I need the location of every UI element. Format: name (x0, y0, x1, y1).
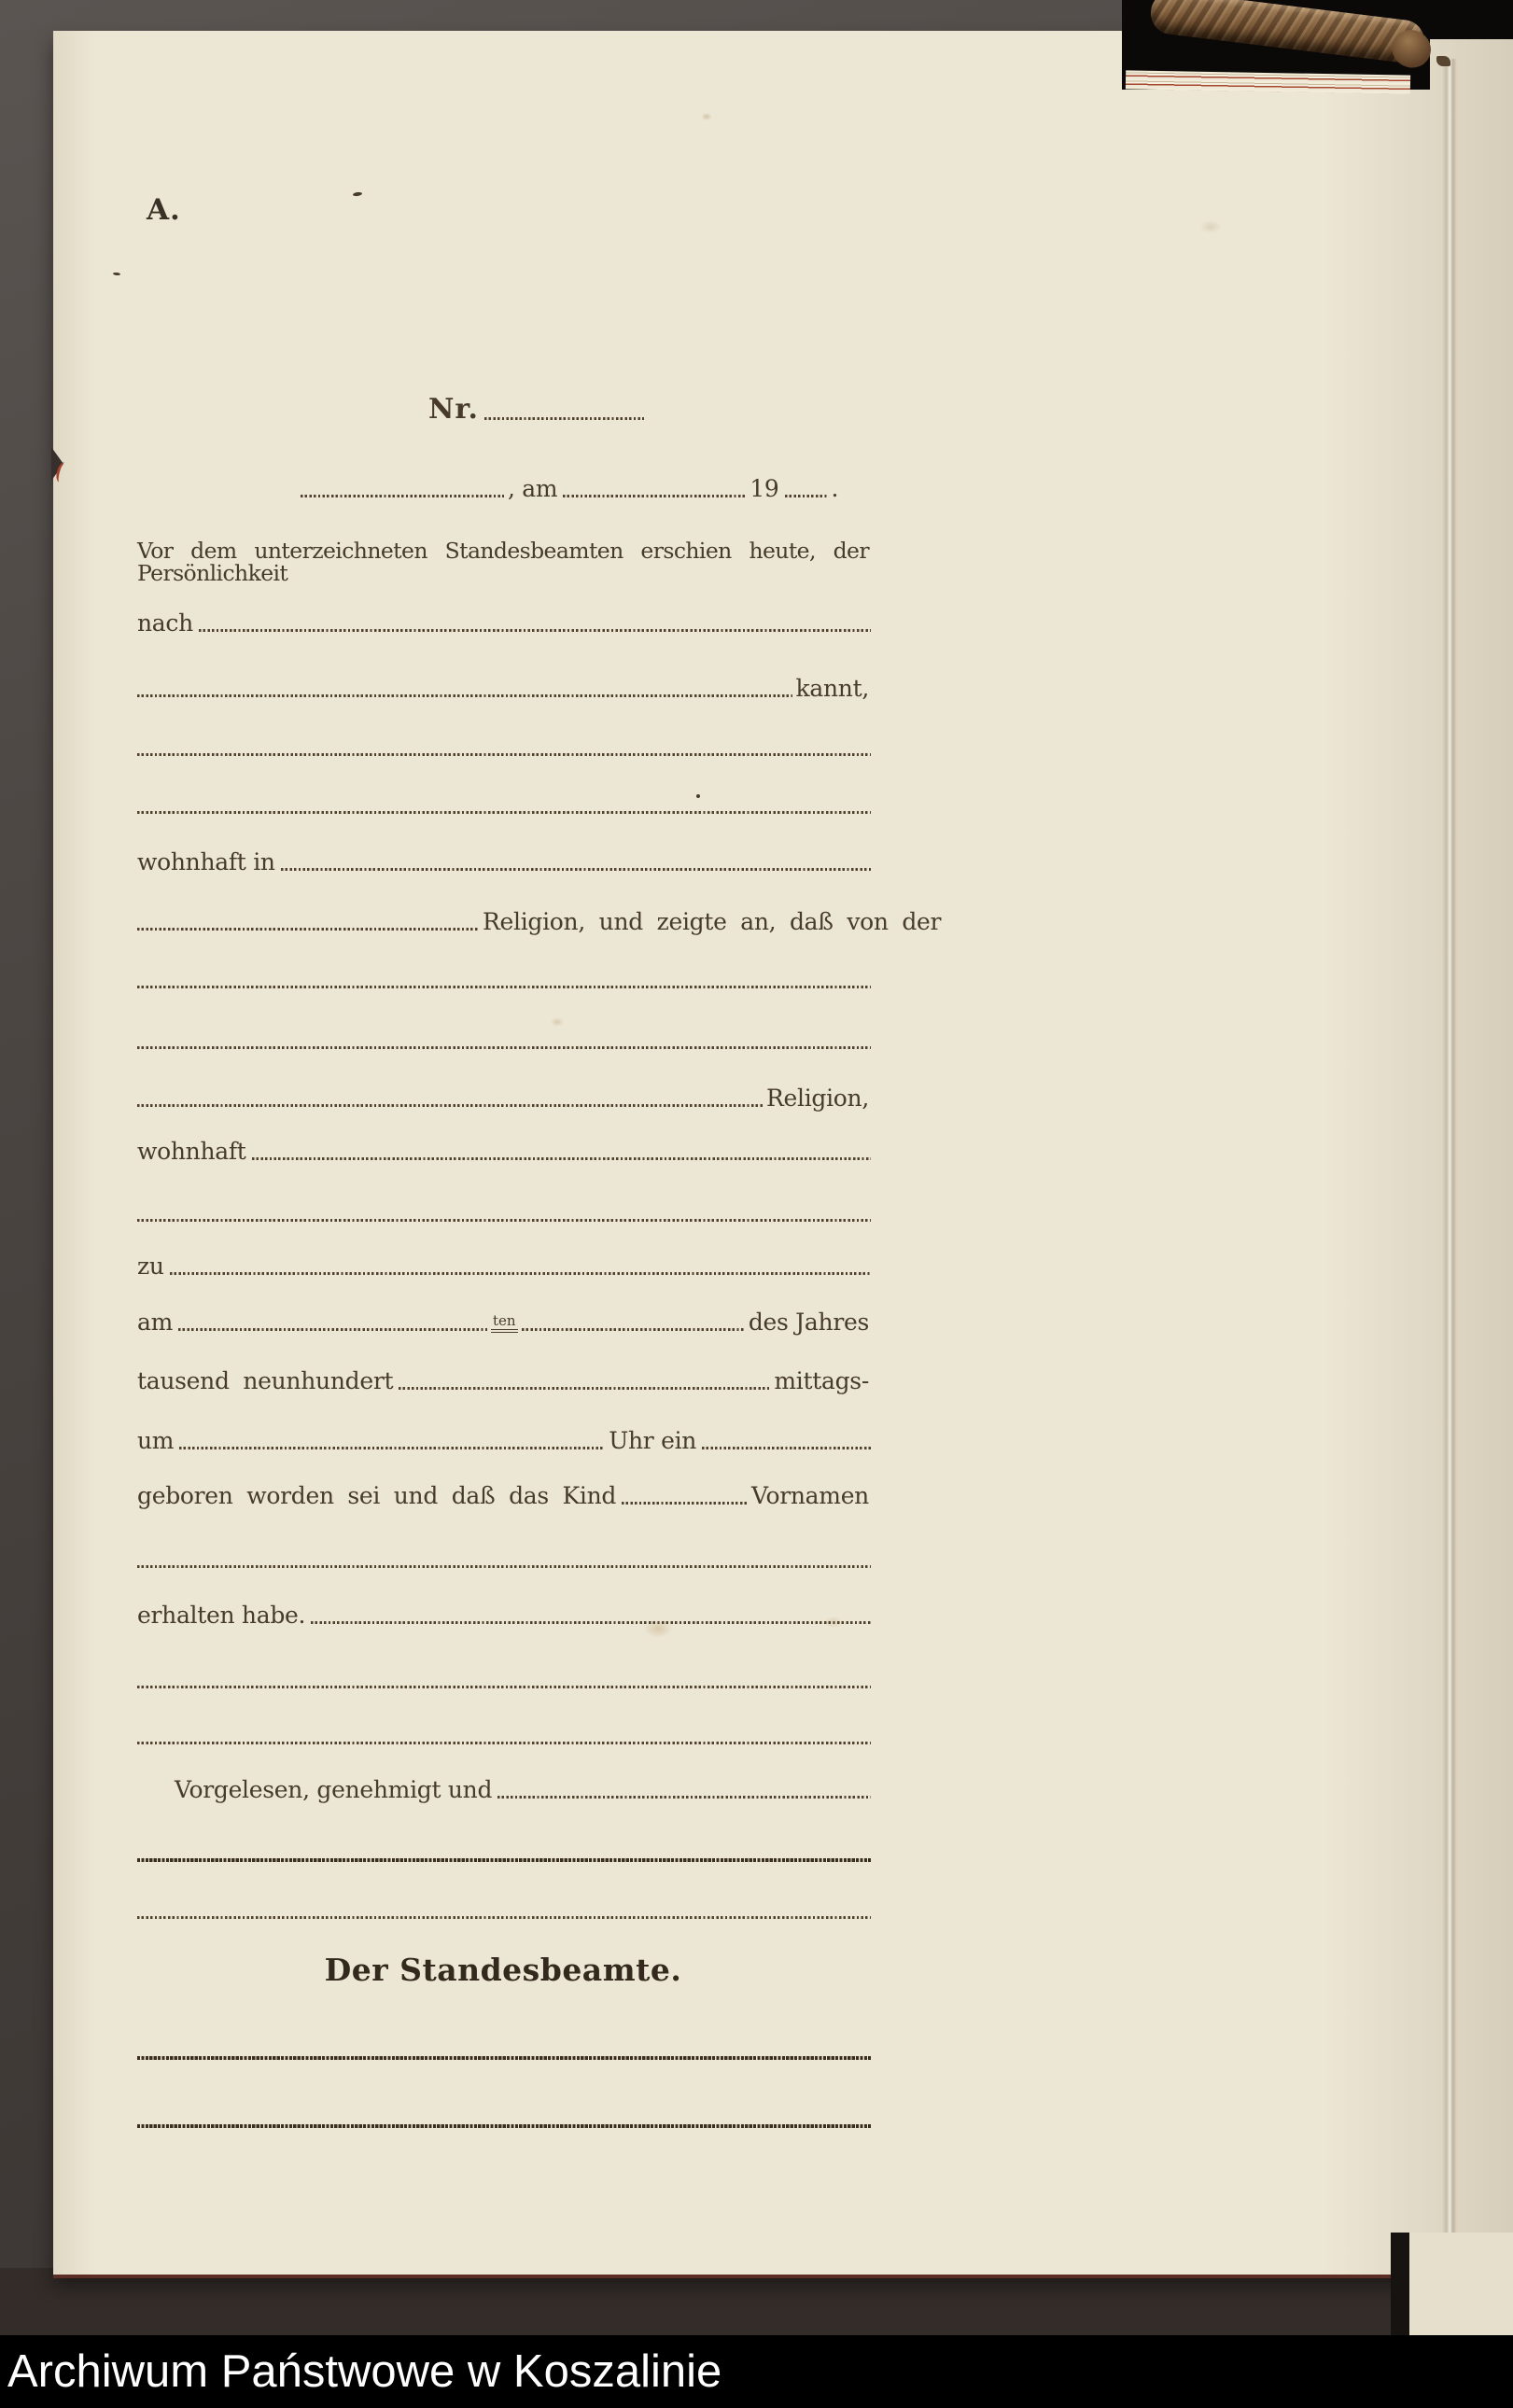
form-row (135, 1535, 873, 1573)
form-row (135, 1591, 873, 1629)
form-row (135, 1298, 873, 1336)
dotted-blank-line (168, 1242, 873, 1280)
form-row (135, 2026, 873, 2064)
dotted-blank-line (135, 1828, 873, 1866)
form-row (135, 1886, 873, 1924)
dotted-blank-line (135, 956, 873, 993)
ordinal-suffix: ten (491, 1314, 518, 1333)
form-row (427, 387, 646, 425)
form-label: des Jahres (748, 1308, 869, 1336)
form-label: wohnhaft in (137, 847, 275, 875)
form-label: . (831, 474, 839, 502)
dotted-blank-line (299, 465, 506, 502)
form-row (135, 1828, 873, 1866)
dotted-blank-line (700, 1417, 873, 1454)
form-row (135, 1712, 873, 1749)
form-row (135, 599, 873, 637)
dotted-blank-line (620, 1472, 749, 1509)
archive-name: Archiwum Państwowe w Koszalinie (7, 2346, 722, 2397)
form-label: tausend neunhundert (137, 1366, 394, 1394)
dotted-blank-line (135, 2026, 873, 2064)
form-row (135, 1656, 873, 1693)
dotted-blank-line (135, 665, 794, 702)
dotted-blank-line (135, 781, 873, 819)
form-label: erhalten habe. (137, 1601, 306, 1629)
form-row (135, 1357, 873, 1394)
dotted-blank-line (135, 1535, 873, 1573)
form-label: Nr. (428, 392, 479, 426)
form-label: 19 (749, 474, 779, 502)
form-label: Vornamen (751, 1481, 869, 1509)
form-row (135, 1472, 873, 1509)
form-row (135, 537, 873, 587)
form-row (135, 1016, 873, 1054)
form-row (135, 1242, 873, 1280)
form-row (135, 898, 942, 935)
dotted-blank-line (561, 465, 748, 502)
form-label: mittags- (774, 1366, 869, 1394)
dotted-blank-line (135, 1712, 873, 1749)
form-label: Religion, (765, 1084, 869, 1112)
form-row (135, 2094, 873, 2132)
form-row (135, 1417, 873, 1454)
dotted-blank-line (135, 723, 873, 761)
form-row (135, 1189, 873, 1226)
form-label: , am (508, 474, 558, 502)
dotted-blank-line (176, 1298, 489, 1336)
form-row (299, 465, 873, 502)
dotted-blank-line (197, 599, 873, 637)
form-label: am (137, 1308, 174, 1336)
dotted-blank-line (496, 1766, 873, 1803)
form-label: Vor dem unterzeichneten Standesbeamten erschien heute, der Persönlichkeit (137, 537, 869, 587)
form-row (135, 1127, 873, 1165)
ink-speck (696, 794, 700, 798)
dotted-blank-line (309, 1591, 873, 1629)
dotted-blank-line (135, 1189, 873, 1226)
form-row (135, 1074, 873, 1112)
scan-backdrop-bottom (0, 2268, 1513, 2338)
form-label: Uhr ein (609, 1426, 697, 1454)
page-fold-crease (1442, 59, 1457, 2275)
scan-backdrop-corner (1428, 0, 1513, 39)
form-label: kannt, (795, 674, 869, 702)
form-label: Der Standesbeamte. (324, 1952, 682, 1989)
dotted-blank-line (135, 1016, 873, 1054)
dotted-blank-line (135, 1656, 873, 1693)
dotted-blank-line (483, 387, 646, 425)
register-form-page (53, 31, 1513, 2275)
dotted-blank-line (279, 838, 873, 875)
dotted-blank-line (135, 1886, 873, 1924)
dotted-blank-line (135, 898, 481, 935)
dotted-blank-line (397, 1357, 772, 1394)
form-label: wohnhaft (137, 1137, 246, 1165)
form-label: zu (137, 1252, 164, 1280)
form-label: nach (137, 609, 193, 637)
page-gap-shadow (1391, 2233, 1409, 2335)
form-row (135, 838, 873, 875)
underlying-page-edge (1409, 2233, 1513, 2335)
form-label: Vorgelesen, genehmigt und (175, 1775, 493, 1803)
form-row (135, 665, 873, 702)
section-letter: A. (147, 193, 181, 227)
form-row (173, 1766, 873, 1803)
dotted-blank-line (135, 1074, 764, 1112)
form-row (135, 956, 873, 993)
form-label: geboren worden sei und daß das Kind (137, 1481, 617, 1509)
form-row (135, 723, 873, 761)
dotted-blank-line (177, 1417, 607, 1454)
form-label: Religion, und zeigte an, daß von der (483, 907, 942, 935)
dotted-blank-line (135, 2094, 873, 2132)
paper-chip (1436, 56, 1450, 66)
form-row (135, 1951, 873, 1988)
dotted-blank-line (520, 1298, 747, 1336)
ink-speck (353, 191, 362, 196)
ink-speck (113, 273, 120, 276)
dotted-blank-line (250, 1127, 873, 1165)
archive-watermark-bar (0, 2335, 1513, 2408)
dotted-blank-line (783, 465, 830, 502)
form-label: um (137, 1426, 175, 1454)
form-row (135, 781, 873, 819)
